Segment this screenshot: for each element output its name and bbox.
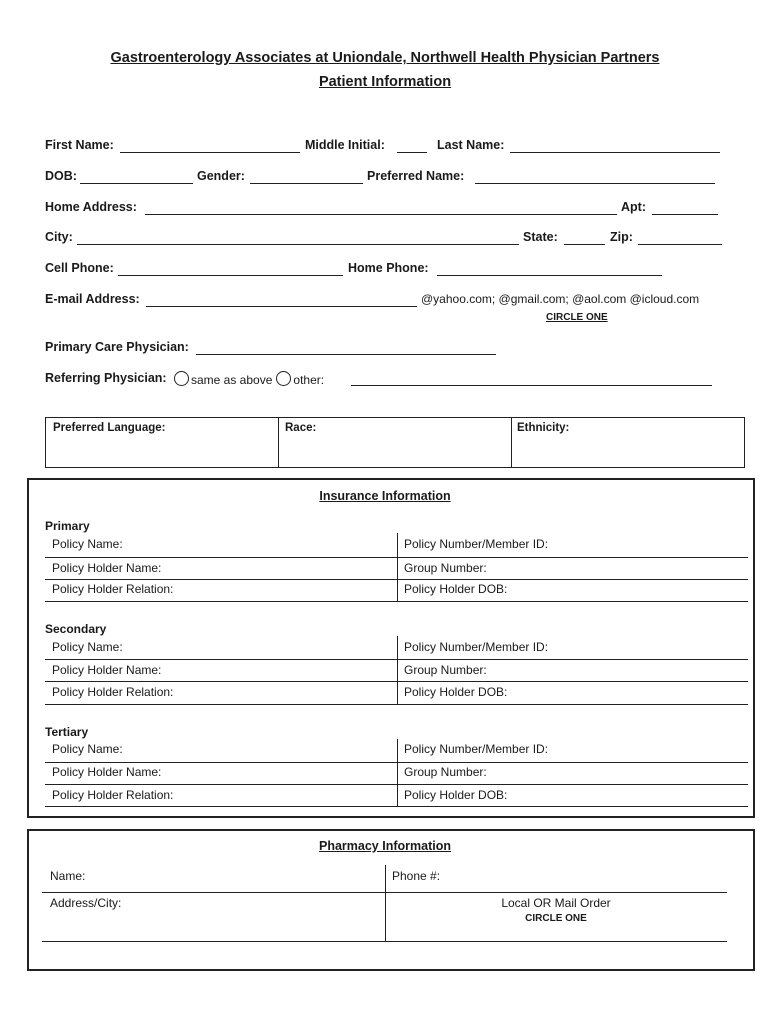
tertiary-holder-relation: Policy Holder Relation: (52, 788, 174, 802)
secondary-rule-1 (45, 659, 748, 660)
middle-initial-field[interactable] (397, 152, 427, 153)
pharmacy-phone-label: Phone #: (392, 869, 441, 883)
tertiary-holder-dob: Policy Holder DOB: (404, 788, 508, 802)
secondary-rule-2 (45, 681, 748, 682)
form-title: Gastroenterology Associates at Uniondale, Northwell Health Physician Partners (110, 50, 660, 66)
primary-holder-dob: Policy Holder DOB: (404, 582, 508, 596)
secondary-policy-name: Policy Name: (52, 640, 123, 654)
insurance-title: Insurance Information (319, 489, 451, 503)
middle-initial-label: Middle Initial: (305, 138, 385, 152)
tertiary-policy-number: Policy Number/Member ID: (404, 742, 549, 756)
state-label: State: (523, 230, 558, 244)
first-name-field[interactable] (120, 152, 300, 153)
same-as-above-radio[interactable] (174, 371, 189, 386)
tertiary-policy-name: Policy Name: (52, 742, 123, 756)
primary-rule-3 (45, 601, 748, 602)
apt-field[interactable] (652, 214, 718, 215)
tertiary-holder-name: Policy Holder Name: (52, 765, 162, 779)
tertiary-section-label: Tertiary (45, 725, 89, 739)
preferred-language-label: Preferred Language: (53, 422, 166, 434)
cell-phone-field[interactable] (118, 275, 343, 276)
race-label: Race: (285, 422, 317, 434)
dob-field[interactable] (80, 183, 193, 184)
email-domain-options[interactable]: @yahoo.com; @gmail.com; @aol.com @icloud.com (421, 292, 700, 306)
other-radio[interactable] (276, 371, 291, 386)
gender-label: Gender: (197, 169, 245, 183)
pcp-label: Primary Care Physician: (45, 340, 189, 354)
secondary-group-number: Group Number: (404, 663, 487, 677)
secondary-divider (397, 636, 398, 705)
demographics-divider-1 (278, 417, 279, 467)
email-circle-one-note: CIRCLE ONE (546, 312, 608, 323)
ethnicity-label: Ethnicity: (517, 422, 570, 434)
pharmacy-title: Pharmacy Information (319, 839, 451, 853)
home-address-label: Home Address: (45, 200, 137, 214)
home-address-field[interactable] (145, 214, 617, 215)
city-label: City: (45, 230, 73, 244)
last-name-field[interactable] (510, 152, 720, 153)
cell-phone-label: Cell Phone: (45, 261, 114, 275)
pharmacy-rule-1 (42, 892, 727, 893)
preferred-name-field[interactable] (475, 183, 715, 184)
pharmacy-circle-one-note: CIRCLE ONE (525, 913, 587, 924)
email-label: E-mail Address: (45, 292, 140, 306)
dob-label: DOB: (45, 169, 77, 183)
secondary-policy-number: Policy Number/Member ID: (404, 640, 549, 654)
primary-policy-number: Policy Number/Member ID: (404, 537, 549, 551)
demographics-divider-2 (511, 417, 512, 467)
primary-rule-2 (45, 579, 748, 580)
first-name-label: First Name: (45, 138, 114, 152)
same-as-above-label: same as above (191, 373, 273, 387)
apt-label: Apt: (621, 200, 646, 214)
tertiary-divider (397, 739, 398, 807)
home-phone-field[interactable] (437, 275, 662, 276)
pharmacy-rule-2 (42, 941, 727, 942)
primary-group-number: Group Number: (404, 561, 487, 575)
pcp-field[interactable] (196, 354, 496, 355)
home-phone-label: Home Phone: (348, 261, 429, 275)
secondary-holder-relation: Policy Holder Relation: (52, 685, 174, 699)
secondary-section-label: Secondary (45, 622, 107, 636)
gender-field[interactable] (250, 183, 363, 184)
tertiary-group-number: Group Number: (404, 765, 487, 779)
tertiary-rule-3 (45, 806, 748, 807)
secondary-holder-name: Policy Holder Name: (52, 663, 162, 677)
pharmacy-order-type[interactable]: Local OR Mail Order (501, 896, 611, 910)
other-label: other: (293, 373, 325, 387)
form-subtitle: Patient Information (318, 74, 452, 90)
zip-field[interactable] (638, 244, 722, 245)
primary-rule-1 (45, 557, 748, 558)
last-name-label: Last Name: (437, 138, 505, 152)
tertiary-rule-1 (45, 762, 748, 763)
primary-holder-relation: Policy Holder Relation: (52, 582, 174, 596)
email-field[interactable] (146, 306, 417, 307)
preferred-name-label: Preferred Name: (367, 169, 465, 183)
primary-section-label: Primary (45, 519, 90, 533)
primary-holder-name: Policy Holder Name: (52, 561, 162, 575)
tertiary-rule-2 (45, 784, 748, 785)
pharmacy-name-label: Name: (50, 869, 86, 883)
referring-other-field[interactable] (351, 385, 712, 386)
pharmacy-address-label: Address/City: (50, 896, 122, 910)
secondary-holder-dob: Policy Holder DOB: (404, 685, 508, 699)
zip-label: Zip: (610, 230, 633, 244)
primary-divider (397, 533, 398, 602)
state-field[interactable] (564, 244, 605, 245)
secondary-rule-3 (45, 704, 748, 705)
referring-physician-label: Referring Physician: (45, 371, 167, 385)
primary-policy-name: Policy Name: (52, 537, 123, 551)
city-field[interactable] (77, 244, 519, 245)
